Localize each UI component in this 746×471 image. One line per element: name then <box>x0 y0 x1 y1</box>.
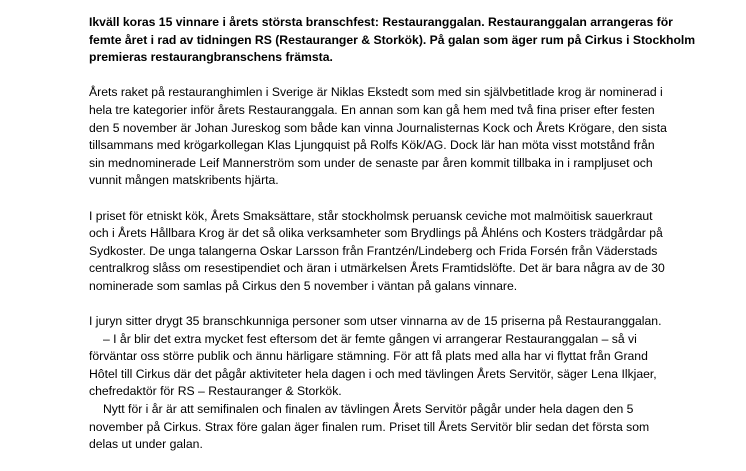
lead-line: premieras restaurangbranschens främsta. <box>89 50 333 65</box>
text-line: och i Årets Hållbara Krog är det så olika verksamheter som Brydlings på Åhléns och Kosters trädgårdar på <box>89 226 663 241</box>
lead-paragraph <box>89 14 696 67</box>
text-line: tillsammans med krögarkollegan Klas Ljungquist på Rolfs Kök/AG. Dock lär han möta visst motstånd från <box>89 138 655 153</box>
text-line: vunnit mången matskribents hjärta. <box>89 173 279 188</box>
text-line: centralkrog slåss om resestipendiet och äran i utmärkelsen Årets Framtidslöfte. Det är bara några av de 30 <box>89 261 665 276</box>
text-line: Årets raket på restauranghimlen i Sverige är Niklas Ekstedt som med sin självbetitlade krog är nominerad i <box>89 85 663 100</box>
paragraph-3 <box>89 313 669 454</box>
text-line: sin mednominerade Leif Mannerström som under de senaste par åren kommit tillbaka in i rampljuset och <box>89 155 653 170</box>
lead-line: Ikväll koras 15 vinnare i årets största branschfest: Restauranggalan. Restauranggalan arrangeras för <box>89 15 673 29</box>
text-line: I priset för etniskt kök, Årets Smaksättare, står stockholmsk peruansk ceviche mot malmöitisk sauerkraut <box>89 208 653 223</box>
text-line: november på Cirkus. Strax före galan äger finalen rum. Priset till Årets Servitör blir sedan det första som <box>89 419 650 434</box>
text-line: I juryn sitter drygt 35 branschkunniga personer som utser vinnarna av de 15 priserna på Restauranggalan. <box>89 314 662 329</box>
text-line: chefredaktör för RS – Restauranger & Storkök. <box>89 384 342 399</box>
text-line: nominerade som samlas på Cirkus den 5 november i väntan på galans vinnare. <box>89 278 518 293</box>
paragraph-2 <box>89 208 669 296</box>
lead-line: femte året i rad av tidningen RS (Restauranger & Storkök). På galan som äger rum på Cirkus i Stockholm <box>89 32 696 47</box>
text-line: Sydkoster. De unga talangerna Oskar Larsson från Frantzén/Lindeberg och Frida Forsén från Väderstads <box>89 243 658 258</box>
quote-line: – I år blir det extra mycket fest eftersom det är femte gången vi arrangerar Restauranggalan – så vi <box>103 331 637 346</box>
text-line: hela tre kategorier inför årets Restauranggala. En annan som kan gå hem med två fina priser efter festen <box>89 102 655 117</box>
text-line: delas ut under galan. <box>89 437 203 452</box>
paragraph-1 <box>89 84 669 190</box>
text-line: Hôtel till Cirkus där det pågår aktiviteter hela dagen i och med tävlingen Årets Servitör, säger Lena Ilkjaer, <box>89 366 657 381</box>
article <box>89 14 696 471</box>
text-line: Nytt för i år är att semifinalen och finalen av tävlingen Årets Servitör pågår under hela dagen den 5 <box>103 402 634 417</box>
text-line: förväntar oss större publik och ännu härligare stämning. För att få plats med alla har vi flyttat från Grand <box>89 349 648 364</box>
text-line: den 5 november är Johan Jureskog som både kan vinna Journalisternas Kock och Årets Krögare, den sista <box>89 120 667 135</box>
